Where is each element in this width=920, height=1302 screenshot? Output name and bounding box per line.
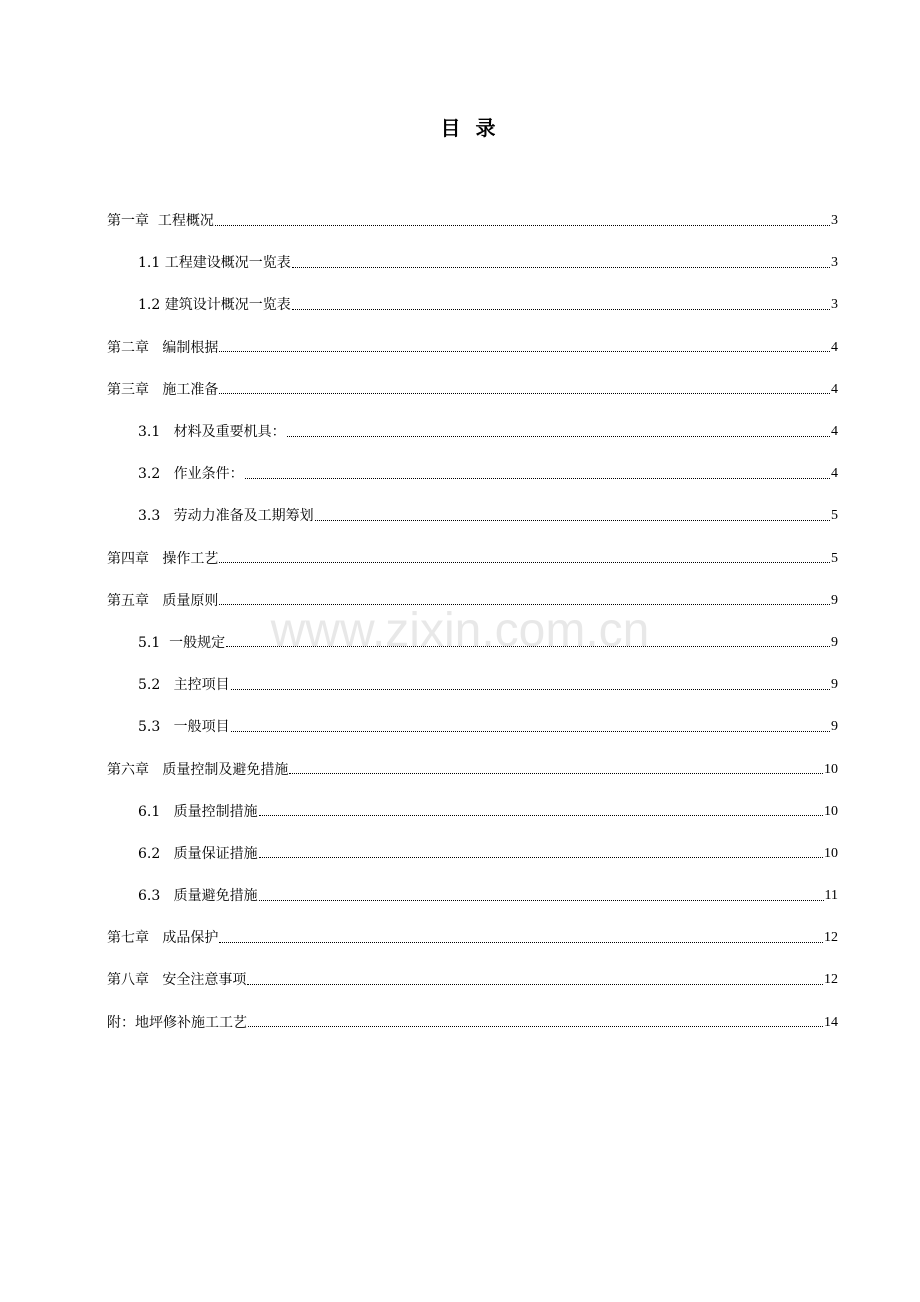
toc-section-link[interactable]	[107, 664, 838, 706]
toc-page-number: 9	[831, 634, 838, 650]
toc-chapter-link[interactable]	[107, 748, 838, 790]
toc-page-number: 4	[831, 381, 838, 397]
toc-dot-leader	[315, 520, 830, 521]
toc-page-number: 4	[831, 339, 838, 355]
toc-entry-title: 5.3 一般项目	[138, 719, 230, 736]
toc-chapter-link[interactable]	[107, 369, 838, 411]
toc-section-link[interactable]	[107, 453, 838, 495]
toc-section-link[interactable]	[107, 875, 838, 917]
toc-dot-leader	[259, 857, 823, 858]
toc-dot-leader	[247, 984, 823, 985]
toc-page-number: 10	[824, 803, 838, 819]
toc-chapter-link[interactable]	[107, 538, 838, 580]
toc-dot-leader	[245, 478, 830, 479]
toc-page-number: 4	[831, 466, 838, 482]
toc-section-link[interactable]	[107, 411, 838, 453]
toc-dot-leader	[226, 646, 830, 647]
toc-entry-title: 6.2 质量保证措施	[138, 845, 258, 862]
toc-section-link[interactable]	[107, 791, 838, 833]
toc-section-link[interactable]	[107, 622, 838, 664]
toc-page-number: 3	[831, 213, 838, 229]
toc-entry-title: 第八章 安全注意事项	[107, 972, 247, 989]
toc-page-number: 10	[824, 845, 838, 861]
toc-entry-title: 1.1 工程建设概况一览表	[138, 255, 291, 272]
toc-section-link[interactable]	[107, 284, 838, 326]
toc-page-number: 9	[831, 677, 838, 693]
toc-entry-title: 第五章 质量原则	[107, 592, 219, 609]
toc-dot-leader	[215, 225, 830, 226]
toc-entry-title: 第四章 操作工艺	[107, 550, 219, 567]
watermark: www.zixin.com.cn	[270, 604, 650, 657]
toc-dot-leader	[292, 267, 830, 268]
toc-page-number: 14	[824, 1014, 838, 1030]
toc-dot-leader	[219, 393, 830, 394]
toc-entry-title: 5.1 一般规定	[138, 634, 226, 651]
toc-entry-title: 1.2 建筑设计概况一览表	[138, 297, 291, 314]
toc-entry-title: 第二章 编制根据	[107, 339, 219, 356]
toc-chapter-link[interactable]	[107, 1002, 838, 1044]
toc-section-link[interactable]	[107, 706, 838, 748]
page-title: 目 录	[440, 116, 500, 140]
toc-page-number: 10	[824, 761, 838, 777]
toc-chapter-link[interactable]	[107, 580, 838, 622]
toc-entry-title: 3.2 作业条件：	[138, 466, 244, 483]
toc-dot-leader	[219, 562, 830, 563]
toc-page-number: 3	[831, 255, 838, 271]
toc-entry-title: 第一章 工程概况	[107, 213, 214, 230]
toc-dot-leader	[219, 942, 823, 943]
toc-chapter-link[interactable]	[107, 200, 838, 242]
toc-dot-leader	[292, 309, 830, 310]
toc-entry-title: 第三章 施工准备	[107, 381, 219, 398]
toc-dot-leader	[287, 436, 830, 437]
toc-entry-title: 第六章 质量控制及避免措施	[107, 761, 289, 778]
toc-section-link[interactable]	[107, 495, 838, 537]
toc-page-number: 9	[831, 719, 838, 735]
toc-page-number: 5	[831, 550, 838, 566]
toc-dot-leader	[231, 689, 830, 690]
toc-page-number: 4	[831, 424, 838, 440]
table-of-contents	[107, 200, 838, 1044]
toc-entry-title: 3.3 劳动力准备及工期筹划	[138, 508, 314, 525]
toc-page-number: 12	[824, 972, 838, 988]
toc-page-number: 11	[824, 888, 838, 904]
toc-chapter-link[interactable]	[107, 327, 838, 369]
toc-dot-leader	[219, 351, 830, 352]
toc-dot-leader	[219, 604, 830, 605]
toc-dot-leader	[259, 815, 823, 816]
toc-dot-leader	[231, 731, 830, 732]
toc-chapter-link[interactable]	[107, 959, 838, 1001]
toc-chapter-link[interactable]	[107, 917, 838, 959]
toc-section-link[interactable]	[107, 242, 838, 284]
toc-entry-title: 3.1 材料及重要机具：	[138, 424, 286, 441]
toc-section-link[interactable]	[107, 833, 838, 875]
toc-entry-title: 第七章 成品保护	[107, 930, 219, 947]
toc-entry-title: 附：地坪修补施工工艺	[107, 1014, 247, 1031]
toc-dot-leader	[289, 773, 823, 774]
toc-entry-title: 6.3 质量避免措施	[138, 888, 258, 905]
toc-page-number: 12	[824, 930, 838, 946]
toc-page-number: 9	[831, 592, 838, 608]
toc-entry-title: 6.1 质量控制措施	[138, 803, 258, 820]
toc-dot-leader	[259, 900, 824, 901]
toc-page-number: 3	[831, 297, 838, 313]
toc-entry-title: 5.2 主控项目	[138, 677, 230, 694]
toc-page-number: 5	[831, 508, 838, 524]
toc-dot-leader	[248, 1026, 823, 1027]
